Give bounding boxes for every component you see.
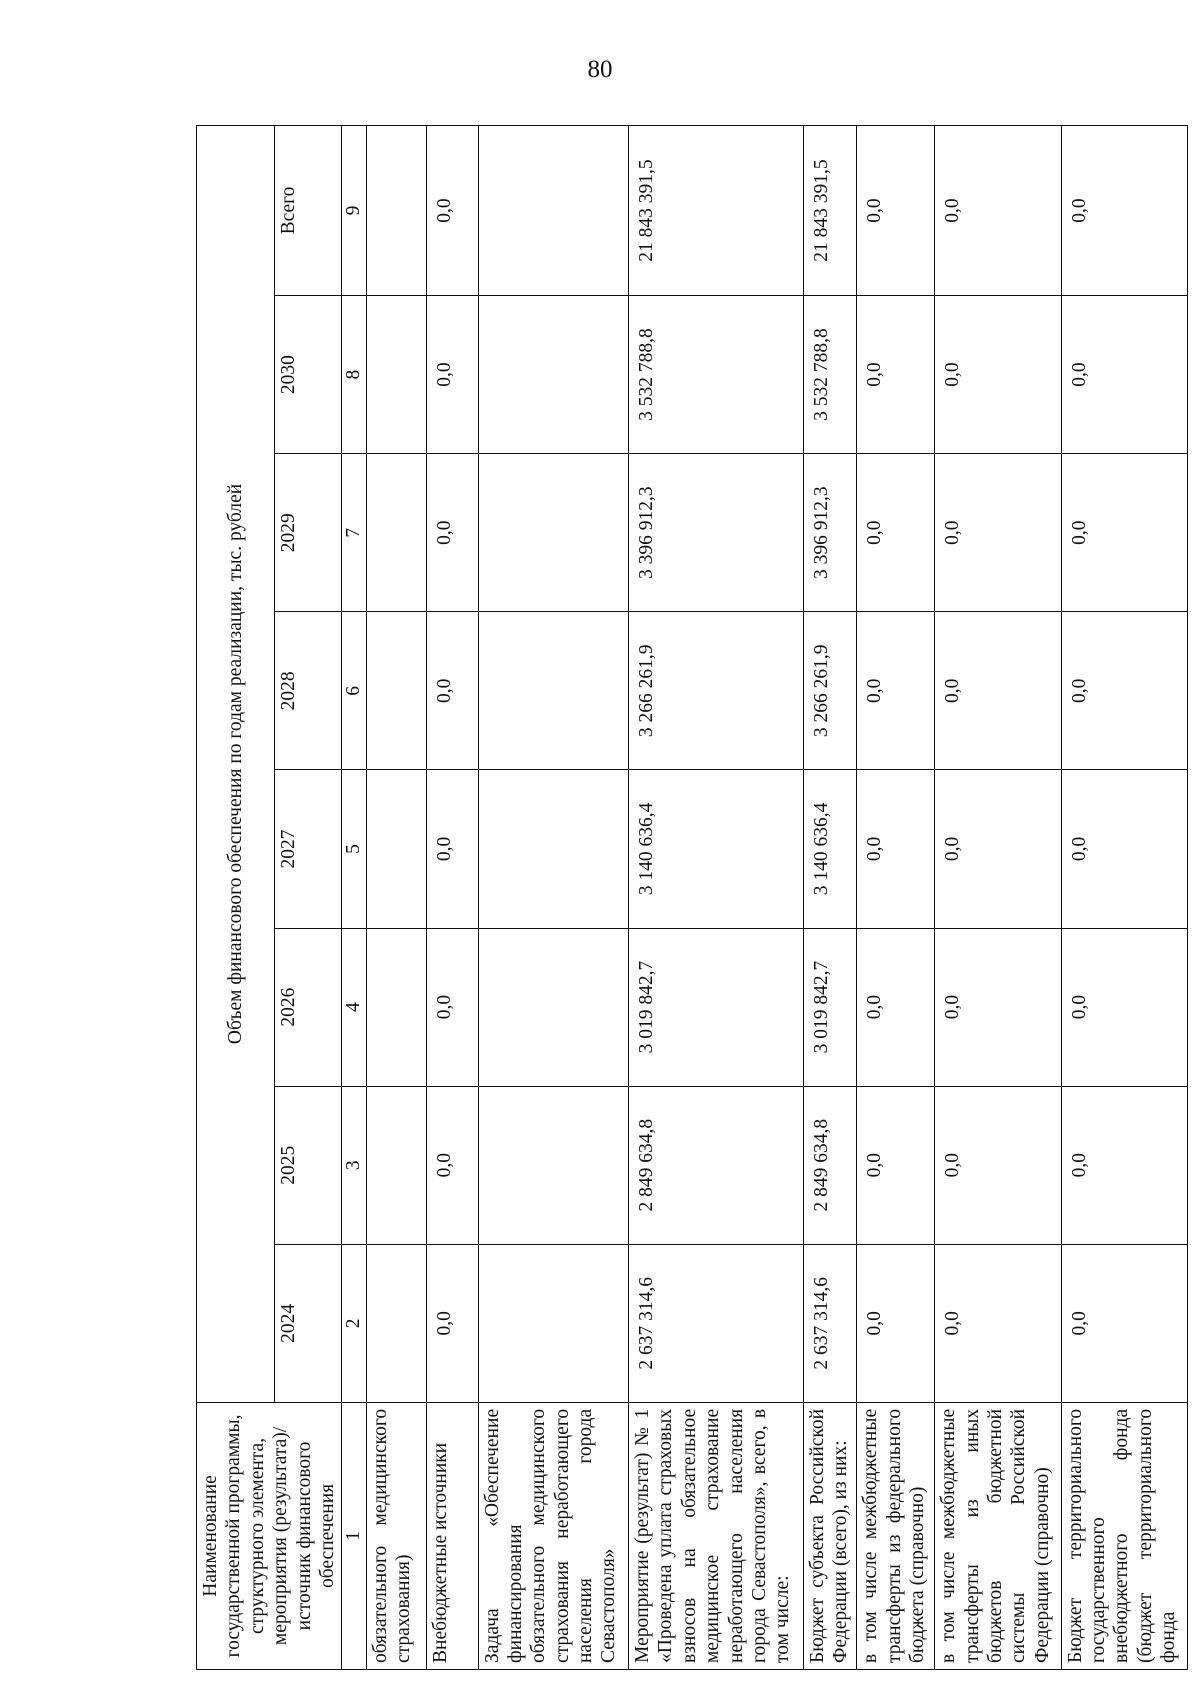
year-header: 2028 <box>274 612 342 770</box>
column-number: 6 <box>342 612 366 770</box>
value-cell <box>478 296 628 454</box>
row-name: в том числе межбюджетные трансферты из иных бюджетов бюджетной системы Российской Федерации (справочно) <box>935 1402 1061 1669</box>
value-cell <box>478 454 628 612</box>
value-cell: 2 637 314,6 <box>628 1244 803 1402</box>
value-cell: 0,0 <box>857 928 935 1086</box>
volume-header: Объем финансового обеспечения по годам реализации, тыс. рублей <box>197 126 275 1403</box>
total-cell: 0,0 <box>426 126 478 296</box>
value-cell: 0,0 <box>1061 1086 1187 1244</box>
value-cell <box>366 928 426 1086</box>
table-row <box>366 126 426 1670</box>
value-cell <box>366 770 426 928</box>
value-cell <box>366 1086 426 1244</box>
table-body <box>366 126 1187 1670</box>
value-cell: 0,0 <box>426 454 478 612</box>
value-cell: 2 849 634,8 <box>628 1086 803 1244</box>
column-number: 7 <box>342 454 366 612</box>
year-header: 2030 <box>274 296 342 454</box>
value-cell: 3 532 788,8 <box>803 296 857 454</box>
total-header: Всего <box>274 126 342 296</box>
value-cell: 0,0 <box>1061 454 1187 612</box>
value-cell: 3 266 261,9 <box>803 612 857 770</box>
value-cell: 3 532 788,8 <box>628 296 803 454</box>
row-name: Бюджет субъекта Российской Федерации (всего), из них: <box>803 1402 857 1669</box>
value-cell: 3 019 842,7 <box>803 928 857 1086</box>
value-cell <box>366 612 426 770</box>
page-number: 80 <box>587 56 613 83</box>
value-cell: 0,0 <box>426 612 478 770</box>
row-name: Мероприятие (результат) № 1 «Проведена уплата страховых взносов на обязательное медицинское страхование неработающего населения города Севастополя», всего, в том числе: <box>628 1402 803 1669</box>
year-header: 2026 <box>274 928 342 1086</box>
value-cell: 2 849 634,8 <box>803 1086 857 1244</box>
table-row <box>857 126 935 1670</box>
value-cell: 3 019 842,7 <box>628 928 803 1086</box>
total-cell <box>366 126 426 296</box>
total-cell: 0,0 <box>857 126 935 296</box>
value-cell: 0,0 <box>426 770 478 928</box>
column-number: 9 <box>342 126 366 296</box>
year-header: 2029 <box>274 454 342 612</box>
rotated-table-container <box>196 125 1180 1670</box>
total-cell: 0,0 <box>1061 126 1187 296</box>
year-header: 2025 <box>274 1086 342 1244</box>
total-cell: 21 843 391,5 <box>628 126 803 296</box>
value-cell: 3 140 636,4 <box>628 770 803 928</box>
year-header: 2024 <box>274 1244 342 1402</box>
value-cell: 0,0 <box>426 1086 478 1244</box>
value-cell <box>366 454 426 612</box>
value-cell <box>366 1244 426 1402</box>
value-cell: 0,0 <box>935 296 1061 454</box>
row-name: в том числе межбюджетные трансферты из федерального бюджета (справочно) <box>857 1402 935 1669</box>
value-cell: 0,0 <box>935 770 1061 928</box>
value-cell <box>478 612 628 770</box>
column-number: 5 <box>342 770 366 928</box>
value-cell: 2 637 314,6 <box>803 1244 857 1402</box>
value-cell: 0,0 <box>935 454 1061 612</box>
column-number: 2 <box>342 1244 366 1402</box>
value-cell: 0,0 <box>426 1244 478 1402</box>
value-cell <box>478 928 628 1086</box>
value-cell: 0,0 <box>857 1086 935 1244</box>
value-cell: 0,0 <box>1061 1244 1187 1402</box>
value-cell: 0,0 <box>1061 612 1187 770</box>
table-row <box>803 126 857 1670</box>
value-cell: 0,0 <box>935 1244 1061 1402</box>
value-cell: 0,0 <box>935 928 1061 1086</box>
column-number: 3 <box>342 1086 366 1244</box>
year-header: 2027 <box>274 770 342 928</box>
table-row <box>426 126 478 1670</box>
total-cell: 21 843 391,5 <box>803 126 857 296</box>
value-cell: 0,0 <box>1061 928 1187 1086</box>
row-name: обязательного медицинского страхования) <box>366 1402 426 1669</box>
column-number: 1 <box>342 1402 366 1669</box>
value-cell: 3 266 261,9 <box>628 612 803 770</box>
name-column-header: Наименование государственной программы, структурного элемента, мероприятия (результата)/источник финансового обеспечения <box>197 1402 342 1669</box>
column-number: 8 <box>342 296 366 454</box>
value-cell: 0,0 <box>1061 770 1187 928</box>
table-row <box>935 126 1061 1670</box>
value-cell: 0,0 <box>935 612 1061 770</box>
value-cell: 0,0 <box>857 770 935 928</box>
table-row <box>478 126 628 1670</box>
value-cell: 0,0 <box>1061 296 1187 454</box>
value-cell: 0,0 <box>857 1244 935 1402</box>
value-cell <box>478 1244 628 1402</box>
value-cell <box>478 1086 628 1244</box>
total-cell: 0,0 <box>935 126 1061 296</box>
value-cell: 3 140 636,4 <box>803 770 857 928</box>
value-cell: 3 396 912,3 <box>628 454 803 612</box>
value-cell: 3 396 912,3 <box>803 454 857 612</box>
row-name: Внебюджетные источники <box>426 1402 478 1669</box>
column-number: 4 <box>342 928 366 1086</box>
value-cell: 0,0 <box>857 612 935 770</box>
table-row <box>1061 126 1187 1670</box>
value-cell: 0,0 <box>935 1086 1061 1244</box>
value-cell: 0,0 <box>857 454 935 612</box>
value-cell <box>478 770 628 928</box>
financing-table <box>196 125 1188 1670</box>
value-cell: 0,0 <box>857 296 935 454</box>
value-cell <box>366 296 426 454</box>
row-name: Бюджет территориального государственного внебюджетного фонда (бюджет территориального фонда <box>1061 1402 1187 1669</box>
row-name: Задача «Обеспечение финансирования обязательного медицинского страхования неработающего населения города Севастополя» <box>478 1402 628 1669</box>
total-cell <box>478 126 628 296</box>
table-row <box>628 126 803 1670</box>
value-cell: 0,0 <box>426 296 478 454</box>
value-cell: 0,0 <box>426 928 478 1086</box>
